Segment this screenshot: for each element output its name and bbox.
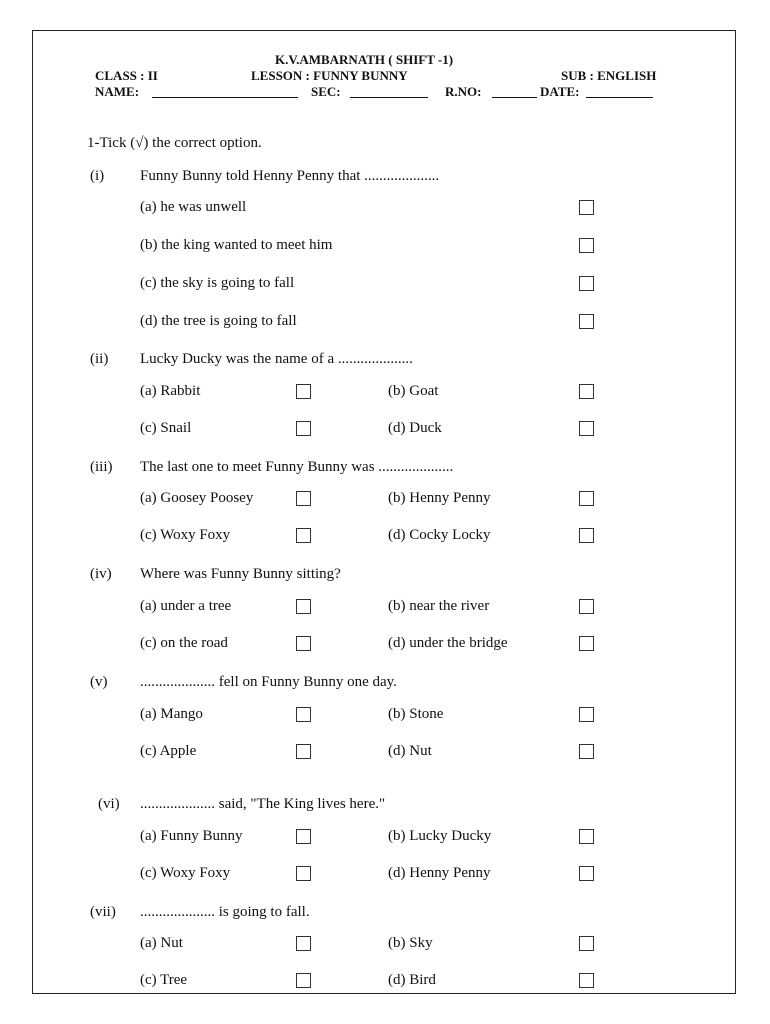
option-label: (c) on the road — [140, 635, 228, 651]
question-number: (iv) — [90, 566, 112, 582]
option-checkbox[interactable] — [579, 528, 594, 543]
option-label: (c) Woxy Foxy — [140, 527, 231, 543]
option-label: (b) Stone — [388, 706, 444, 722]
option-checkbox[interactable] — [296, 744, 311, 759]
sec-blank[interactable] — [350, 97, 428, 98]
option-label: (a) Mango — [140, 706, 203, 722]
question-text: Funny Bunny told Henny Penny that .................... — [140, 168, 440, 184]
sec-label: SEC: — [311, 84, 341, 99]
option-checkbox[interactable] — [579, 599, 594, 614]
option-checkbox[interactable] — [296, 866, 311, 881]
option-label: (d) Duck — [388, 420, 442, 436]
option-label: (c) Snail — [140, 420, 192, 436]
question-text: Lucky Ducky was the name of a .................... — [140, 351, 413, 367]
option-checkbox[interactable] — [296, 973, 311, 988]
question-text: .................... said, "The King lives here." — [140, 796, 386, 812]
option-checkbox[interactable] — [296, 936, 311, 951]
question-number: (i) — [90, 168, 105, 184]
option-label: (b) Goat — [388, 383, 439, 399]
option-checkbox[interactable] — [296, 528, 311, 543]
option-label: (b) Henny Penny — [388, 490, 491, 506]
option-label: (b) the king wanted to meet him — [140, 237, 333, 253]
instruction-text: 1-Tick (√) the correct option. — [87, 135, 262, 151]
option-label: (a) Goosey Poosey — [140, 490, 254, 506]
option-label: (a) Funny Bunny — [140, 828, 243, 844]
option-label: (d) Cocky Locky — [388, 527, 491, 543]
date-label: DATE: — [540, 84, 580, 99]
question-number: (vii) — [90, 904, 116, 920]
option-checkbox[interactable] — [579, 866, 594, 881]
option-checkbox[interactable] — [579, 491, 594, 506]
option-label: (a) he was unwell — [140, 199, 247, 215]
question-text: Where was Funny Bunny sitting? — [140, 566, 341, 582]
option-label: (a) Nut — [140, 935, 183, 951]
option-checkbox[interactable] — [579, 384, 594, 399]
option-label: (d) the tree is going to fall — [140, 313, 297, 329]
option-checkbox[interactable] — [296, 491, 311, 506]
option-checkbox[interactable] — [579, 936, 594, 951]
option-checkbox[interactable] — [579, 238, 594, 253]
option-checkbox[interactable] — [579, 744, 594, 759]
option-checkbox[interactable] — [296, 829, 311, 844]
option-label: (d) Nut — [388, 743, 432, 759]
option-label: (d) Bird — [388, 972, 436, 988]
question-number: (v) — [90, 674, 108, 690]
option-checkbox[interactable] — [579, 276, 594, 291]
option-label: (c) the sky is going to fall — [140, 275, 295, 291]
question-number: (vi) — [98, 796, 120, 812]
option-checkbox[interactable] — [296, 636, 311, 651]
rno-blank[interactable] — [492, 97, 537, 98]
lesson-label: LESSON : FUNNY BUNNY — [251, 68, 408, 83]
option-label: (d) under the bridge — [388, 635, 508, 651]
option-label: (a) Rabbit — [140, 383, 201, 399]
option-checkbox[interactable] — [296, 707, 311, 722]
option-label: (d) Henny Penny — [388, 865, 491, 881]
option-checkbox[interactable] — [579, 973, 594, 988]
date-blank[interactable] — [586, 97, 653, 98]
question-text: The last one to meet Funny Bunny was .................... — [140, 459, 454, 475]
name-label: NAME: — [95, 84, 140, 99]
option-checkbox[interactable] — [579, 636, 594, 651]
option-checkbox[interactable] — [579, 314, 594, 329]
question-number: (ii) — [90, 351, 109, 367]
subject-label: SUB : ENGLISH — [561, 68, 657, 83]
option-checkbox[interactable] — [579, 200, 594, 215]
option-label: (b) near the river — [388, 598, 490, 614]
class-label: CLASS : II — [95, 68, 158, 83]
option-checkbox[interactable] — [579, 829, 594, 844]
school-title: K.V.AMBARNATH ( SHIFT -1) — [275, 52, 454, 67]
option-checkbox[interactable] — [296, 421, 311, 436]
option-label: (c) Apple — [140, 743, 197, 759]
option-label: (c) Tree — [140, 972, 188, 988]
rno-label: R.NO: — [445, 84, 482, 99]
option-checkbox[interactable] — [579, 707, 594, 722]
option-label: (b) Lucky Ducky — [388, 828, 492, 844]
option-checkbox[interactable] — [579, 421, 594, 436]
option-checkbox[interactable] — [296, 599, 311, 614]
question-text: .................... is going to fall. — [140, 904, 310, 920]
question-number: (iii) — [90, 459, 113, 475]
option-checkbox[interactable] — [296, 384, 311, 399]
name-blank[interactable] — [152, 97, 298, 98]
option-label: (a) under a tree — [140, 598, 232, 614]
question-text: .................... fell on Funny Bunny one day. — [140, 674, 397, 690]
option-label: (b) Sky — [388, 935, 433, 951]
option-label: (c) Woxy Foxy — [140, 865, 231, 881]
